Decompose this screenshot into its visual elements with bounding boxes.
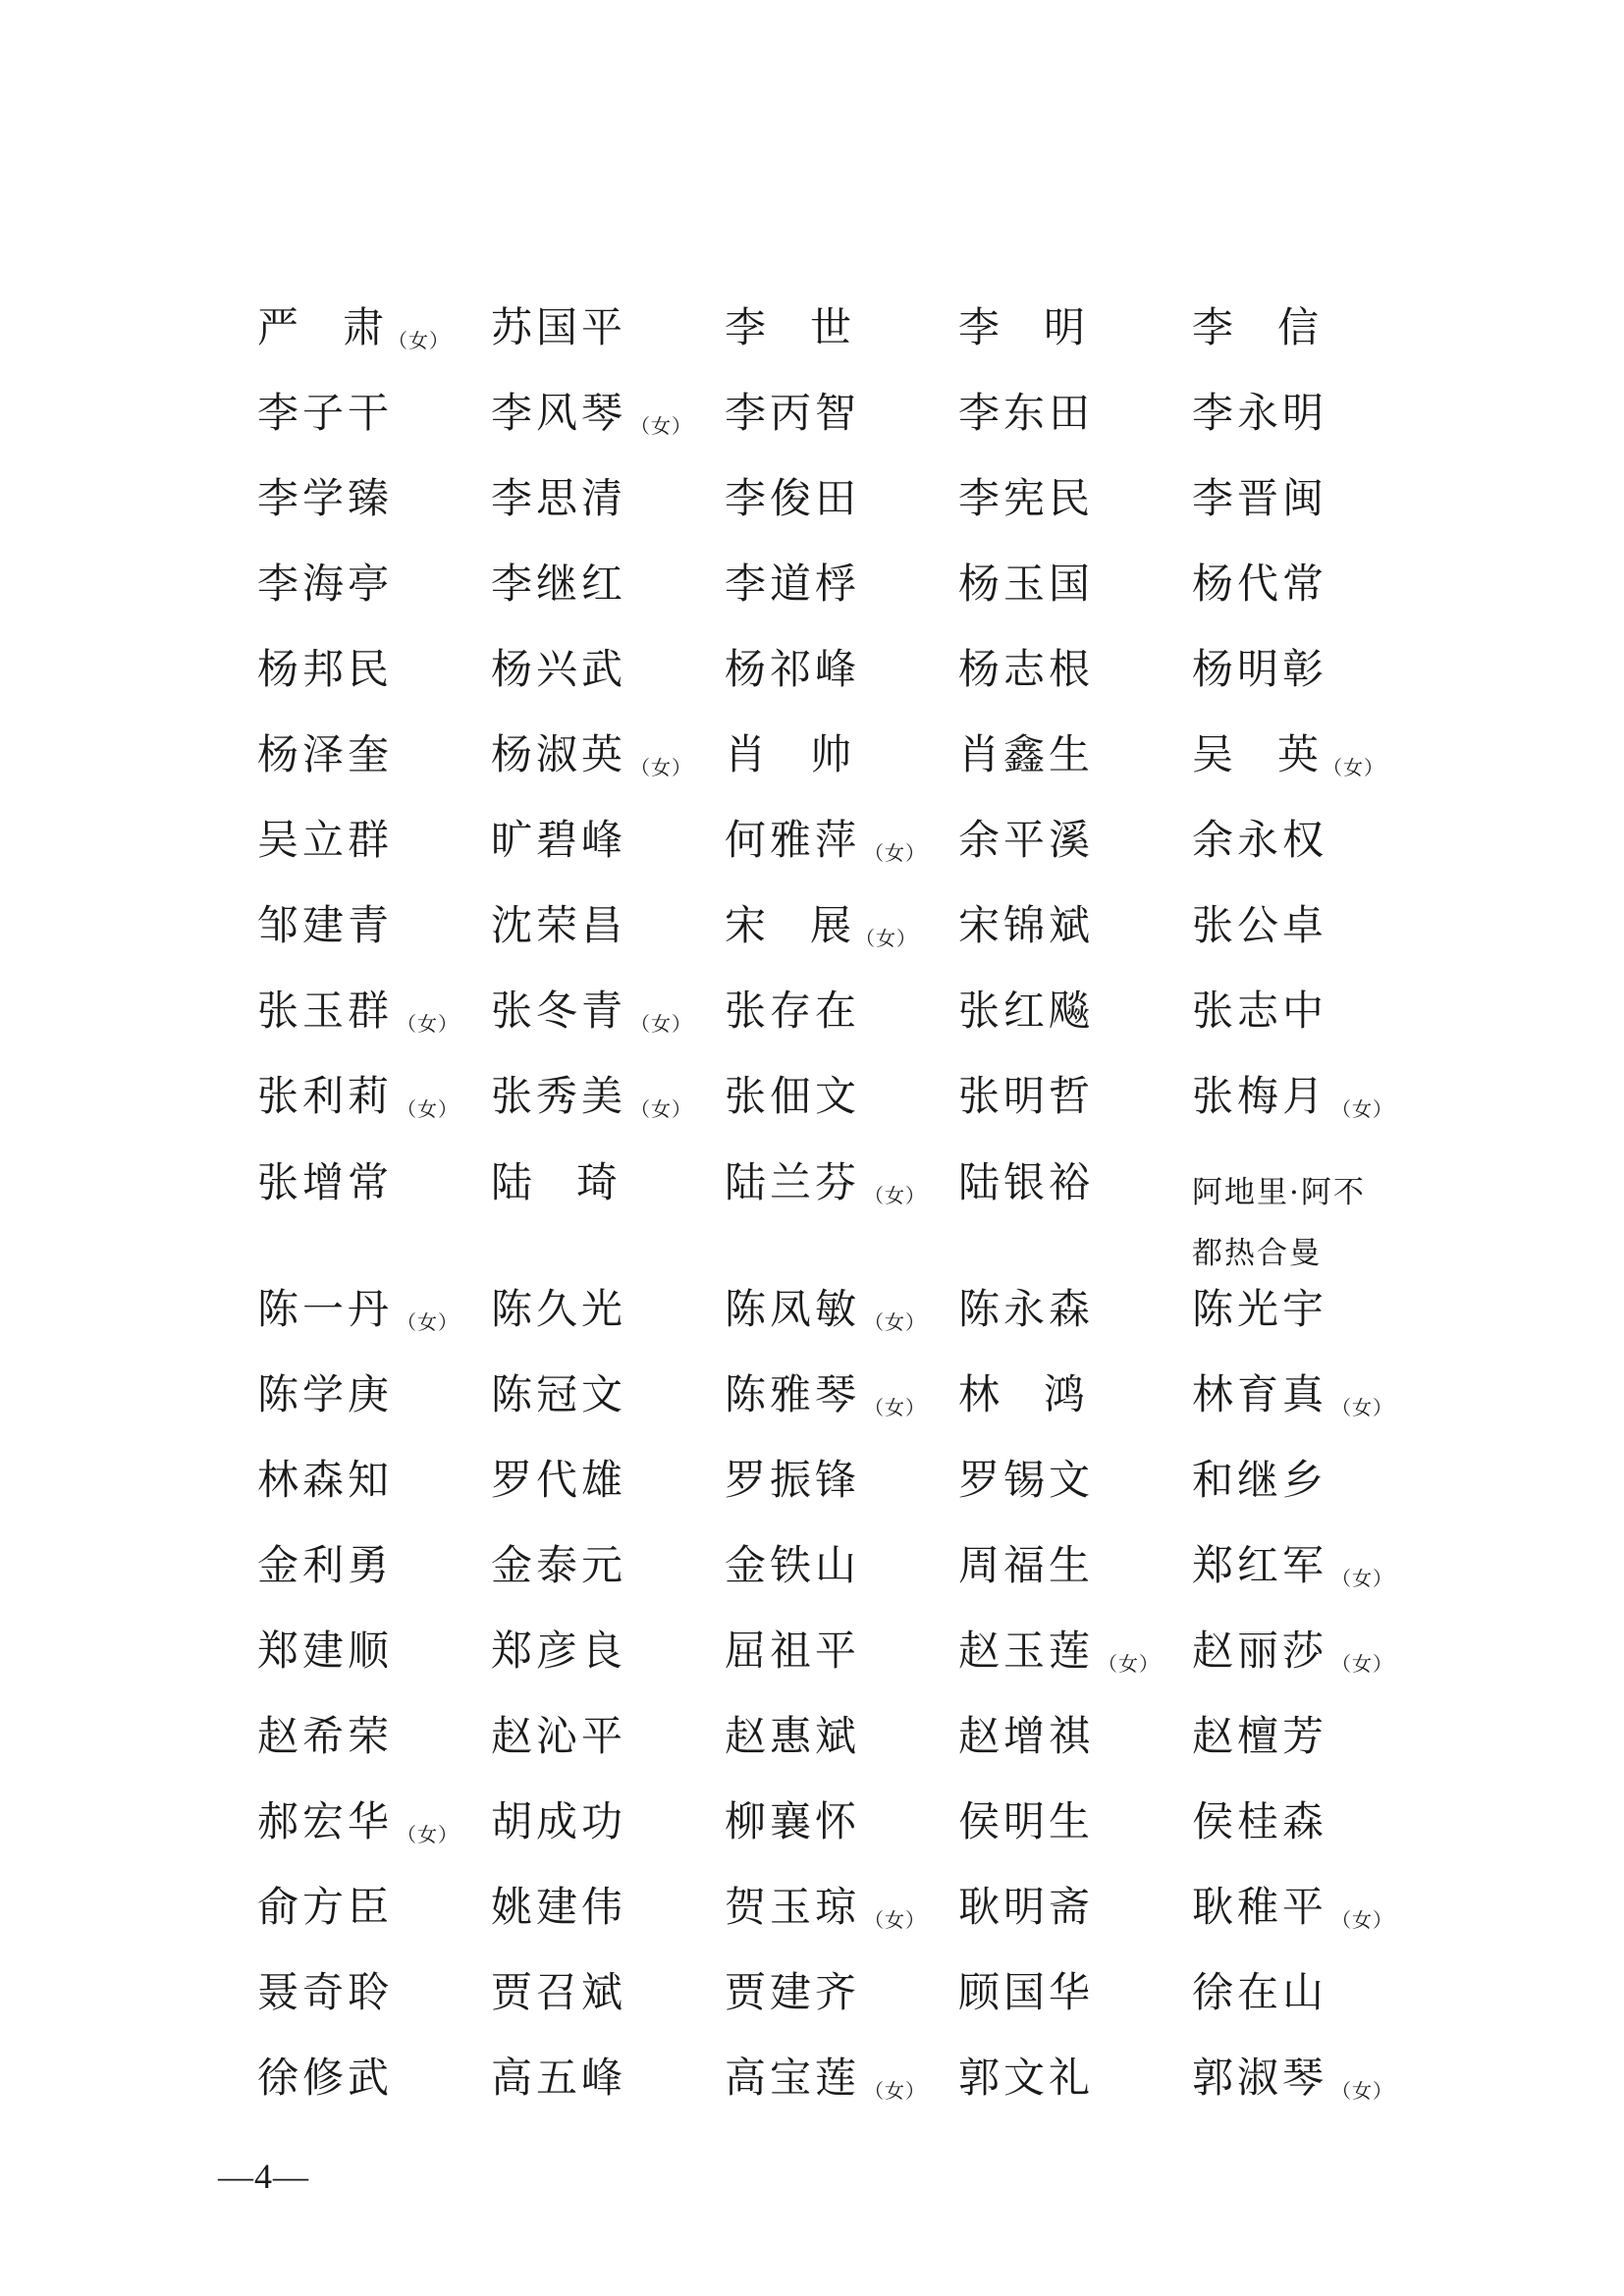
name-entry	[491, 388, 725, 438]
female-marker: （女）	[1098, 1651, 1161, 1676]
name-entry	[257, 1369, 491, 1418]
person-name: 李丙智	[725, 388, 861, 437]
female-marker: （女）	[388, 328, 451, 352]
person-name: 陈一丹	[257, 1284, 394, 1333]
female-marker: （女）	[397, 1096, 460, 1121]
name-entry	[958, 1540, 1192, 1589]
name-entry	[257, 1158, 491, 1206]
person-name: 杨祁峰	[725, 644, 861, 693]
person-name: 李学臻	[257, 473, 394, 522]
person-name: 顾国华	[958, 1967, 1095, 2016]
name-entry	[257, 1967, 491, 2016]
name-entry	[1192, 1284, 1426, 1333]
name-entry	[725, 644, 958, 693]
name-entry	[725, 1540, 958, 1589]
person-name: 张玉群	[257, 986, 394, 1035]
name-row	[257, 797, 1435, 882]
name-entry	[1192, 1626, 1426, 1676]
name-entry	[1192, 644, 1426, 693]
person-name: 陈光宇	[1192, 1284, 1328, 1333]
name-entry	[257, 559, 491, 608]
female-marker: （女）	[855, 926, 918, 950]
female-marker: （女）	[630, 1011, 693, 1036]
name-entry	[491, 729, 725, 779]
name-entry	[491, 1284, 725, 1333]
person-name: 徐修武	[257, 2053, 394, 2102]
person-name: 张秀美	[491, 1071, 627, 1120]
person-name: 李风琴	[491, 388, 627, 437]
name-entry	[958, 900, 1192, 949]
name-row	[257, 968, 1435, 1053]
name-entry	[491, 986, 725, 1036]
name-entry	[958, 1158, 1192, 1206]
name-row	[257, 1437, 1435, 1522]
person-name: 罗锡文	[958, 1455, 1095, 1504]
name-entry	[257, 1284, 491, 1334]
person-name: 郑建顺	[257, 1626, 394, 1675]
person-name: 杨邦民	[257, 644, 394, 693]
person-name: 陈冠文	[491, 1369, 627, 1418]
female-marker: （女）	[864, 1395, 927, 1419]
name-row	[257, 626, 1435, 712]
name-list	[257, 285, 1435, 2120]
name-entry	[1192, 1455, 1426, 1504]
person-name: 邹建青	[257, 900, 394, 949]
name-entry	[725, 1967, 958, 2016]
name-row	[257, 455, 1435, 541]
female-marker: （女）	[864, 1184, 927, 1207]
name-entry	[257, 1540, 491, 1589]
person-name: 贾召斌	[491, 1967, 627, 2016]
person-name: 李东田	[958, 388, 1095, 437]
name-entry	[1192, 1967, 1426, 2016]
name-row	[257, 1779, 1435, 1864]
person-name: 赵增祺	[958, 1711, 1095, 1760]
name-row	[257, 1053, 1435, 1139]
name-entry	[725, 473, 958, 522]
name-entry	[958, 1369, 1192, 1418]
name-entry	[958, 1071, 1192, 1120]
page-number: —4—	[218, 2157, 309, 2196]
name-entry	[958, 1711, 1192, 1760]
name-entry	[958, 729, 1192, 778]
name-entry	[725, 559, 958, 608]
name-entry	[491, 1455, 725, 1504]
person-name: 陈凤敏	[725, 1284, 861, 1333]
person-name: 陈雅琴	[725, 1369, 861, 1418]
name-entry	[491, 1796, 725, 1845]
person-name: 旷碧峰	[491, 815, 627, 864]
person-name: 和继乡	[1192, 1455, 1328, 1504]
person-name: 贾建齐	[725, 1967, 861, 2016]
person-name: 郑红军	[1192, 1540, 1328, 1589]
name-entry	[491, 1540, 725, 1589]
person-name: 侯桂森	[1192, 1796, 1328, 1845]
name-entry	[257, 729, 491, 778]
person-name: 张梅月	[1192, 1071, 1328, 1120]
name-entry	[1192, 1711, 1426, 1760]
person-name: 杨明彰	[1192, 644, 1328, 693]
female-marker: （女）	[864, 1907, 927, 1932]
person-name: 杨泽奎	[257, 729, 394, 778]
name-entry	[958, 2053, 1192, 2102]
person-name: 俞方臣	[257, 1882, 394, 1931]
person-name: 张明哲	[958, 1071, 1095, 1120]
person-name: 郑彦良	[491, 1626, 627, 1675]
name-entry	[1192, 1162, 1426, 1284]
person-name: 杨代常	[1192, 559, 1328, 608]
name-entry	[1192, 559, 1426, 608]
female-marker: （女）	[630, 755, 693, 779]
person-name: 屈祖平	[725, 1626, 861, 1675]
person-name: 郭文礼	[958, 2053, 1095, 2102]
person-name: 罗振锋	[725, 1455, 861, 1504]
name-entry	[725, 1071, 958, 1120]
person-name: 耿明斋	[958, 1882, 1095, 1931]
person-name: 何雅萍	[725, 815, 861, 864]
name-entry	[257, 644, 491, 693]
name-entry	[958, 1882, 1192, 1931]
name-entry	[491, 1626, 725, 1675]
female-marker: （女）	[1331, 1395, 1394, 1419]
name-entry	[491, 815, 725, 864]
name-entry	[958, 388, 1192, 437]
person-name: 张红飚	[958, 986, 1095, 1035]
name-entry	[725, 388, 958, 437]
name-entry	[257, 1796, 491, 1846]
person-name: 宋锦斌	[958, 900, 1095, 949]
person-name: 张冬青	[491, 986, 627, 1035]
person-name: 李晋闽	[1192, 473, 1328, 522]
person-name: 张佃文	[725, 1071, 861, 1120]
person-name: 李俊田	[725, 473, 861, 522]
person-name: 贺玉琼	[725, 1882, 861, 1931]
name-row	[257, 1352, 1435, 1437]
name-entry	[257, 1882, 491, 1931]
name-row	[257, 370, 1435, 455]
name-entry	[491, 644, 725, 693]
name-entry	[958, 1967, 1192, 2016]
name-row	[257, 541, 1435, 626]
name-entry	[725, 1711, 958, 1760]
person-name: 赵惠斌	[725, 1711, 861, 1760]
name-row	[257, 712, 1435, 797]
female-marker: （女）	[1331, 1096, 1394, 1121]
name-entry	[725, 815, 958, 865]
person-name: 张增常	[257, 1158, 394, 1206]
person-name: 胡成功	[491, 1796, 627, 1845]
name-entry	[257, 815, 491, 864]
name-row	[257, 1693, 1435, 1779]
female-marker: （女）	[1331, 2078, 1394, 2103]
name-entry	[958, 815, 1192, 864]
name-entry	[491, 1071, 725, 1121]
female-marker: （女）	[864, 2078, 927, 2103]
person-name: 高五峰	[491, 2053, 627, 2102]
person-name: 余永权	[1192, 815, 1328, 864]
name-entry	[958, 644, 1192, 693]
person-name: 高宝莲	[725, 2053, 861, 2102]
name-entry	[1192, 1369, 1426, 1419]
person-name: 张利莉	[257, 1071, 394, 1120]
name-entry	[725, 1369, 958, 1419]
name-entry	[958, 1626, 1192, 1676]
person-name: 林育真	[1192, 1369, 1328, 1418]
person-name: 赵丽莎	[1192, 1626, 1328, 1675]
name-entry	[491, 302, 725, 351]
person-name: 金利勇	[257, 1540, 394, 1589]
person-name: 姚建伟	[491, 1882, 627, 1931]
female-marker: （女）	[1331, 1651, 1394, 1676]
name-entry	[1192, 388, 1426, 437]
person-name: 李思清	[491, 473, 627, 522]
name-entry	[491, 1882, 725, 1931]
person-name: 柳襄怀	[725, 1796, 861, 1845]
name-entry	[491, 473, 725, 522]
person-name: 李 世	[725, 302, 852, 351]
person-name: 肖鑫生	[958, 729, 1095, 778]
name-entry	[725, 1626, 958, 1675]
name-entry	[1192, 1071, 1426, 1121]
person-name: 李子干	[257, 388, 394, 437]
name-entry	[1192, 1796, 1426, 1845]
person-name: 徐在山	[1192, 1967, 1328, 2016]
name-entry	[491, 2053, 725, 2102]
person-name: 李宪民	[958, 473, 1095, 522]
name-entry	[1192, 729, 1426, 779]
person-name: 沈荣昌	[491, 900, 627, 949]
female-marker: （女）	[1331, 1566, 1394, 1590]
person-name: 郭淑琴	[1192, 2053, 1328, 2102]
name-entry	[1192, 986, 1426, 1035]
name-row	[257, 1522, 1435, 1608]
name-entry	[725, 1158, 958, 1207]
person-name: 肖 帅	[725, 729, 852, 778]
name-entry	[725, 1284, 958, 1334]
female-marker: （女）	[397, 1011, 460, 1036]
person-name: 耿稚平	[1192, 1882, 1328, 1931]
name-entry	[257, 900, 491, 949]
name-entry	[257, 1711, 491, 1760]
name-entry	[725, 2053, 958, 2103]
name-entry	[958, 1796, 1192, 1845]
person-name: 侯明生	[958, 1796, 1095, 1845]
name-entry	[1192, 815, 1426, 864]
person-name: 陈永森	[958, 1284, 1095, 1333]
name-entry	[257, 2053, 491, 2102]
person-name: 余平溪	[958, 815, 1095, 864]
person-name: 李海亭	[257, 559, 394, 608]
person-name: 杨兴武	[491, 644, 627, 693]
name-entry	[725, 729, 958, 778]
name-entry	[958, 1284, 1192, 1333]
person-name: 林森知	[257, 1455, 394, 1504]
name-entry	[257, 1071, 491, 1121]
person-name: 杨玉国	[958, 559, 1095, 608]
name-entry	[725, 1455, 958, 1504]
name-entry	[958, 473, 1192, 522]
person-name: 吴立群	[257, 815, 394, 864]
name-entry	[1192, 1882, 1426, 1932]
person-name: 李 明	[958, 302, 1086, 351]
female-marker: （女）	[397, 1822, 460, 1846]
person-name: 赵檀芳	[1192, 1711, 1328, 1760]
name-entry	[1192, 2053, 1426, 2103]
name-entry	[491, 559, 725, 608]
name-entry	[491, 1369, 725, 1418]
name-entry	[725, 900, 958, 950]
name-entry	[257, 302, 491, 352]
name-entry	[725, 986, 958, 1035]
name-row	[257, 1608, 1435, 1693]
person-name: 周福生	[958, 1540, 1095, 1589]
name-entry	[958, 1455, 1192, 1504]
name-entry	[491, 1967, 725, 2016]
name-entry	[491, 1711, 725, 1760]
name-entry	[725, 302, 958, 351]
person-name: 吴 英	[1192, 729, 1320, 778]
name-entry	[257, 388, 491, 437]
female-marker: （女）	[864, 1309, 927, 1334]
person-name: 赵希荣	[257, 1711, 394, 1760]
person-name: 张公卓	[1192, 900, 1328, 949]
person-name: 赵玉莲	[958, 1626, 1095, 1675]
name-entry	[958, 986, 1192, 1035]
name-entry	[257, 986, 491, 1036]
name-entry	[958, 559, 1192, 608]
person-name: 罗代雄	[491, 1455, 627, 1504]
person-name: 李 信	[1192, 302, 1320, 351]
name-entry	[1192, 900, 1426, 949]
person-name: 杨志根	[958, 644, 1095, 693]
female-marker: （女）	[630, 1096, 693, 1121]
name-entry	[257, 473, 491, 522]
name-row	[257, 1864, 1435, 1949]
person-name: 李道桴	[725, 559, 861, 608]
person-name: 严 肃	[257, 302, 385, 351]
female-marker: （女）	[864, 840, 927, 865]
name-entry	[257, 1455, 491, 1504]
person-name: 阿地里·阿不都热合曼	[1192, 1175, 1366, 1271]
person-name: 陆 琦	[491, 1158, 619, 1206]
female-marker: （女）	[1331, 1907, 1394, 1932]
person-name: 宋 展	[725, 900, 852, 949]
name-entry	[491, 900, 725, 949]
person-name: 赵沁平	[491, 1711, 627, 1760]
person-name: 李继红	[491, 559, 627, 608]
name-row	[257, 2035, 1435, 2120]
name-entry	[1192, 302, 1426, 351]
person-name: 聂奇聆	[257, 1967, 394, 2016]
person-name: 陆兰芬	[725, 1158, 861, 1206]
name-entry	[257, 1626, 491, 1675]
name-entry	[725, 1882, 958, 1932]
person-name: 陈学庚	[257, 1369, 394, 1418]
name-entry	[1192, 473, 1426, 522]
female-marker: （女）	[630, 413, 693, 438]
person-name: 金泰元	[491, 1540, 627, 1589]
person-name: 张志中	[1192, 986, 1328, 1035]
person-name: 苏国平	[491, 302, 627, 351]
person-name: 金铁山	[725, 1540, 861, 1589]
person-name: 陆银裕	[958, 1158, 1095, 1206]
person-name: 李永明	[1192, 388, 1328, 437]
name-row	[257, 1949, 1435, 2035]
name-row	[257, 285, 1435, 370]
name-row	[257, 882, 1435, 968]
person-name: 林 鸿	[958, 1369, 1086, 1418]
person-name: 张存在	[725, 986, 861, 1035]
name-entry	[725, 1796, 958, 1845]
name-row	[257, 1139, 1435, 1271]
person-name: 郝宏华	[257, 1796, 394, 1845]
person-name: 陈久光	[491, 1284, 627, 1333]
name-entry	[1192, 1540, 1426, 1590]
female-marker: （女）	[397, 1309, 460, 1334]
name-entry	[491, 1158, 725, 1206]
female-marker: （女）	[1323, 755, 1385, 779]
person-name: 杨淑英	[491, 729, 627, 778]
name-entry	[958, 302, 1192, 351]
